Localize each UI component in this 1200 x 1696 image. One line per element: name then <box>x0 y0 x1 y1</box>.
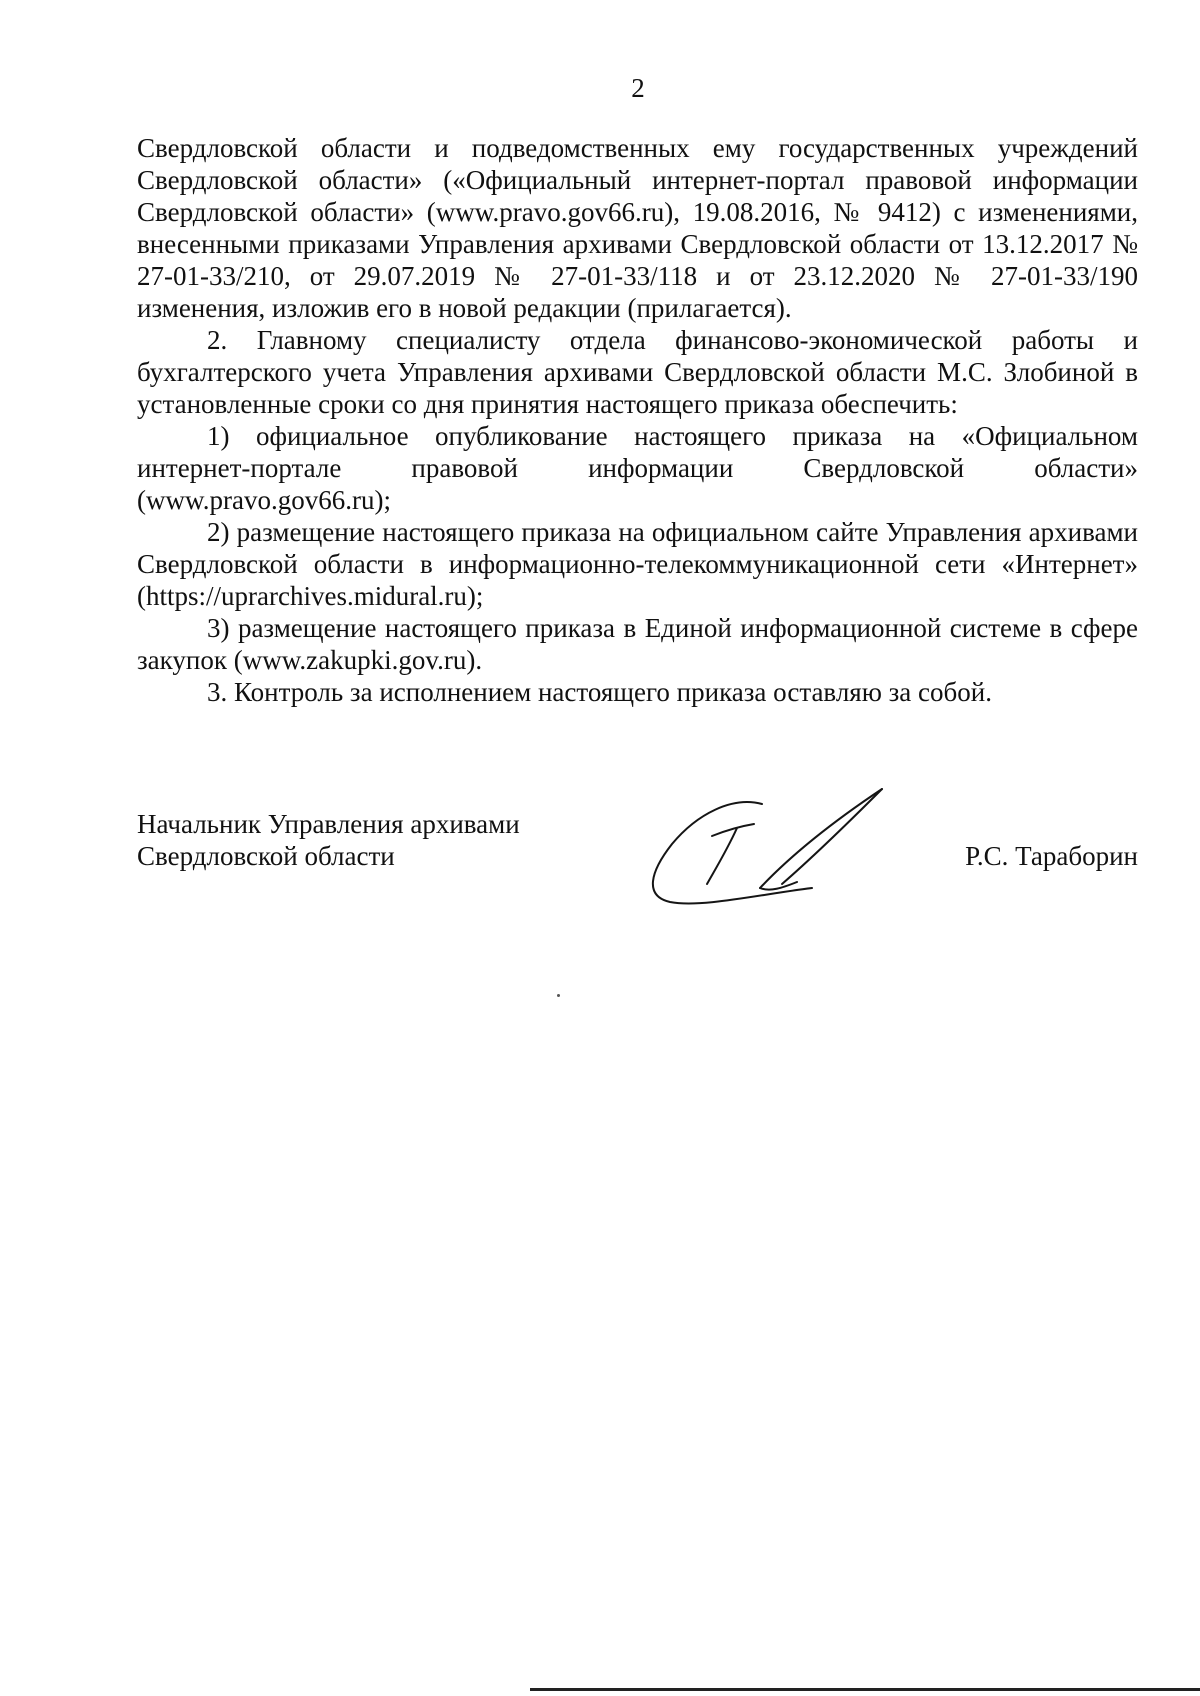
paragraph-continuation: Свердловской области и подведомственных ему государственных учреждений Свердловской области» («Официальный интернет-портал правовой информации Свердловской области» (www.pravo.gov66.ru), 19.08.2016, № 9412) с изменениями, внесенными приказами Управления архивами Свердловской области от 13.12.2017 № 27-01-33/210, от 29.07.2019 № 27-01-33/118 и от 23.12.2020 № 27-01-33/190 изменения, изложив его в новой редакции (прилагается). <box>137 133 1138 323</box>
page-bottom-edge <box>530 1688 1200 1691</box>
paragraph-subitem-3: 3) размещение настоящего приказа в Единой информационной системе в сфере закупок (www.zakupki.gov.ru). <box>137 613 1138 675</box>
paragraph-item-2: 2. Главному специалисту отдела финансово-экономической работы и бухгалтерского учета Управления архивами Свердловской области М.С. Злобиной в установленные сроки со дня принятия настоящего приказа обеспечить: <box>137 325 1138 419</box>
paragraph-item-3: 3. Контроль за исполнением настоящего приказа оставляю за собой. <box>207 677 992 707</box>
scan-artifact-dot <box>557 994 560 997</box>
signatory-position <box>137 808 520 872</box>
signatory-name: Р.С. Тараборин <box>965 841 1138 871</box>
paragraph-subitem-2: 2) размещение настоящего приказа на официальном сайте Управления архивами Свердловской области в информационно-телекоммуникационной сети «Интернет» (https://uprarchives.midural.ru); <box>137 517 1138 611</box>
signature-block <box>137 808 1138 928</box>
page-number: 2 <box>631 73 645 103</box>
document-body <box>137 132 1138 708</box>
signatory-position-line-1: Начальник Управления архивами <box>137 809 520 839</box>
handwritten-signature <box>642 784 892 914</box>
signatory-position-line-2: Свердловской области <box>137 841 395 871</box>
paragraph-subitem-1: 1) официальное опубликование настоящего приказа на «Официальном интернет-портале правовой информации Свердловской области» (www.pravo.gov66.ru); <box>137 421 1138 515</box>
